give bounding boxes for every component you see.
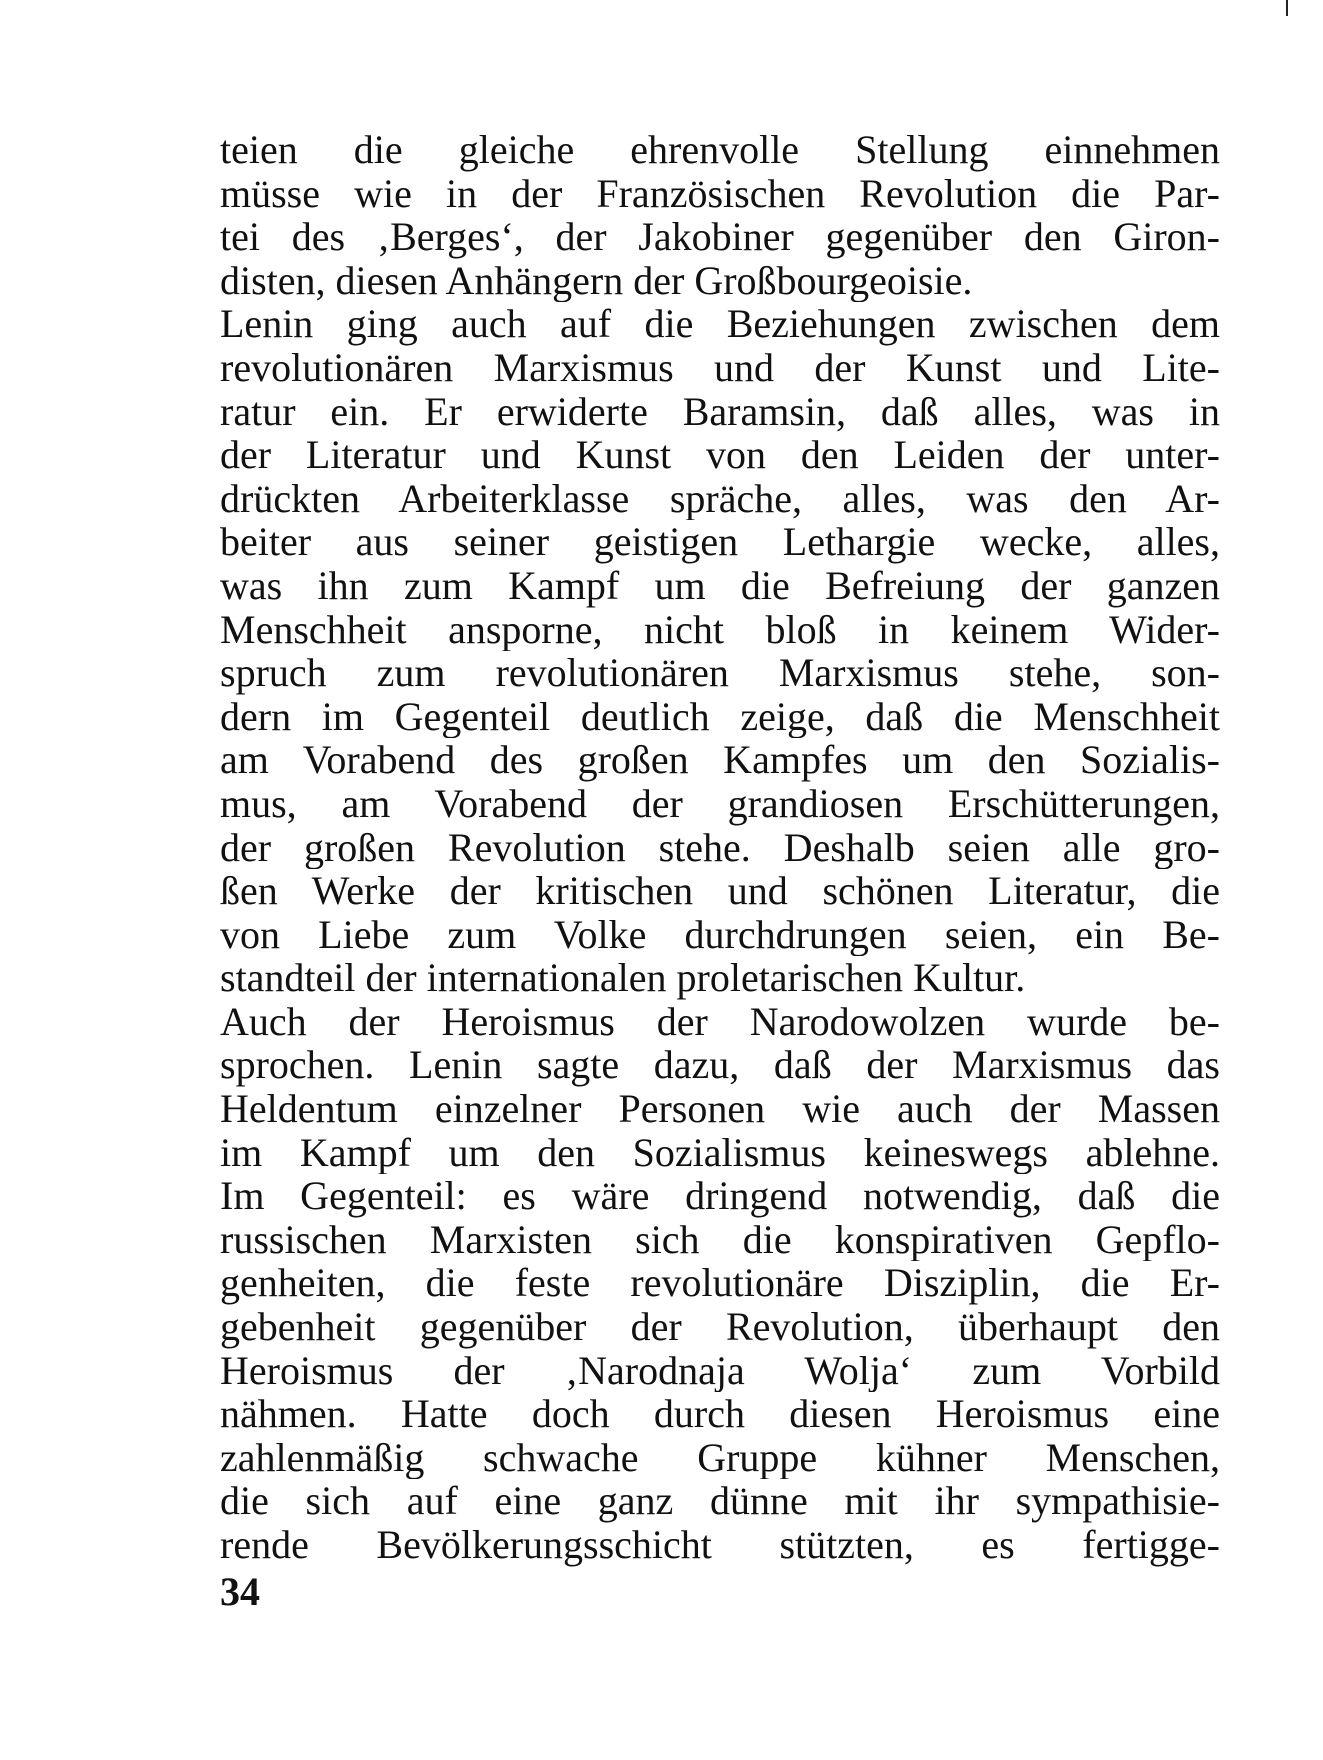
text-line: die sich auf eine ganz dünne mit ihr sympathisie-: [220, 1479, 1220, 1523]
text-line: müsse wie in der Französischen Revolution die Par-: [220, 171, 1220, 216]
page-edge-mark: [1286, 0, 1288, 16]
text-line: spruch zum revolutionären Marxismus stehe, son-: [220, 651, 1220, 695]
text-line: was ihn zum Kampf um die Befreiung der ganzen: [220, 563, 1220, 608]
text-line: dern im Gegenteil deutlich zeige, daß die Menschheit: [220, 694, 1220, 739]
text-line: revolutionären Marxismus und der Kunst und Lite-: [220, 345, 1220, 390]
text-line: Heroismus der ‚Narodnaja Wolja‘ zum Vorbild: [220, 1348, 1220, 1393]
text-line: im Kampf um den Sozialismus keineswegs ablehne.: [220, 1130, 1220, 1175]
body-text: [220, 128, 1220, 1567]
text-line: beiter aus seiner geistigen Lethargie wecke, alles,: [220, 520, 1220, 564]
text-line: standteil der internationalen proletarischen Kultur.: [220, 956, 1026, 1000]
text-line: genheiten, die feste revolutionäre Disziplin, die Er-: [220, 1261, 1220, 1306]
text-line: zahlenmäßig schwache Gruppe kühner Menschen,: [220, 1435, 1220, 1480]
text-line: von Liebe zum Volke durchdrungen seien, ein Be-: [220, 912, 1220, 957]
text-line: mus, am Vorabend der grandiosen Erschütterungen,: [220, 781, 1220, 826]
text-line: ßen Werke der kritischen und schönen Literatur, die: [220, 869, 1220, 913]
text-line: ratur ein. Er erwiderte Baramsin, daß alles, was in: [220, 389, 1220, 434]
text-line: sprochen. Lenin sagte dazu, daß der Marxismus das: [220, 1043, 1220, 1088]
text-line: der Literatur und Kunst von den Leiden der unter-: [220, 433, 1220, 477]
text-line: rende Bevölkerungsschicht stützten, es fertigge-: [220, 1523, 1220, 1567]
text-line: Heldentum einzelner Personen wie auch der Massen: [220, 1087, 1220, 1131]
text-line: drückten Arbeiterklasse spräche, alles, was den Ar-: [220, 476, 1220, 521]
text-line: teien die gleiche ehrenvolle Stellung einnehmen: [220, 128, 1220, 172]
text-line: Menschheit ansporne, nicht bloß in keinem Wider-: [220, 607, 1220, 652]
text-line: Im Gegenteil: es wäre dringend notwendig, daß die: [220, 1174, 1220, 1218]
text-line: der großen Revolution stehe. Deshalb seien alle gro-: [220, 825, 1220, 870]
text-line: Lenin ging auch auf die Beziehungen zwischen dem: [220, 302, 1220, 346]
text-line: russischen Marxisten sich die konspirativen Gepflo-: [220, 1217, 1220, 1262]
text-line: nähmen. Hatte doch durch diesen Heroismus eine: [220, 1392, 1220, 1436]
text-line: Auch der Heroismus der Narodowolzen wurde be-: [220, 999, 1220, 1044]
text-line: am Vorabend des großen Kampfes um den Sozialis-: [220, 738, 1220, 782]
page-number: 34: [220, 1569, 260, 1614]
text-line: gebenheit gegenüber der Revolution, überhaupt den: [220, 1305, 1220, 1349]
text-line: tei des ‚Berges‘, der Jakobiner gegenüber den Giron-: [220, 215, 1220, 259]
text-line: disten, diesen Anhängern der Großbourgeoisie.: [220, 258, 973, 303]
